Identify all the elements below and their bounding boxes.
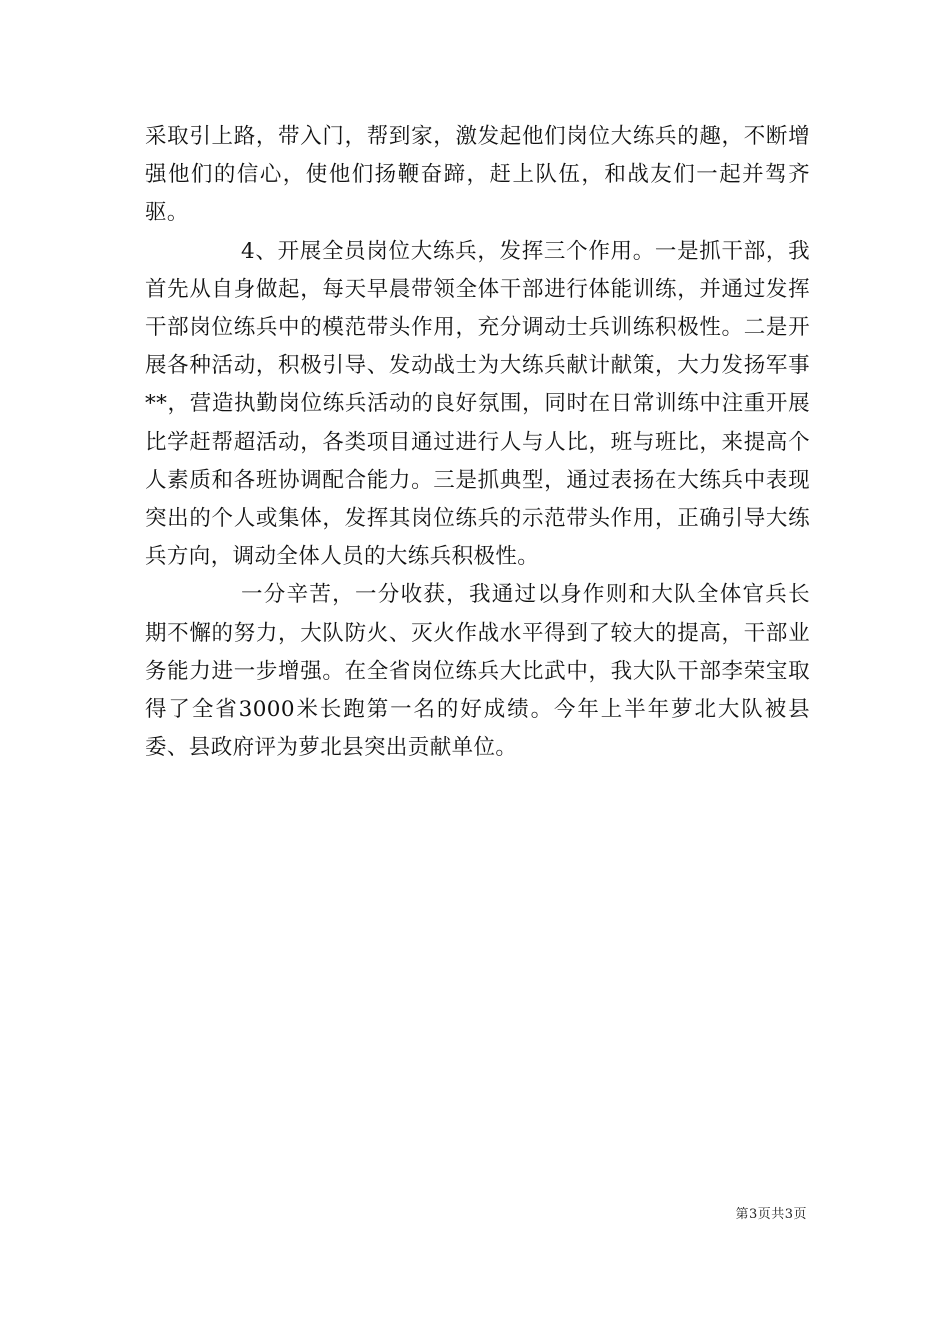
paragraph-training-measures: 4、开展全员岗位大练兵，发挥三个作用。一是抓干部，我首先从自身做起，每天早晨带领全体干部进行体能训练，并通过发挥干部岗位练兵中的模范带头作用，充分调动士兵训练积极性。二是开展各种活动，积极引导、发动战士为大练兵献计献策，大力发扬军事**，营造执勤岗位练兵活动的良好氛围，同时在日常训练中注重开展比学赶帮超活动，各类项目通过进行人与人比，班与班比，来提高个人素质和各班协调配合能力。三是抓典型，通过表扬在大练兵中表现突出的个人或集体，发挥其岗位练兵的示范带头作用，正确引导大练兵方向，调动全体人员的大练兵积极性。 (145, 238, 810, 570)
paragraph-continuation: 采取引上路，带入门，帮到家，激发起他们岗位大练兵的趣，不断增强他们的信心，使他们扬鞭奋蹄，赶上队伍，和战友们一起并驾齐驱。 (145, 124, 810, 226)
paragraph-results: 一分辛苦，一分收获，我通过以身作则和大队全体官兵长期不懈的努力，大队防火、灭火作战水平得到了较大的提高，干部业务能力进一步增强。在全省岗位练兵大比武中，我大队干部李荣宝取得了全省3000米长跑第一名的好成绩。今年上半年萝北大队被县委、县政府评为萝北县突出贡献单位。 (145, 582, 810, 761)
document-body (145, 118, 810, 767)
page-number-footer: 第3页共3页 (735, 1207, 807, 1222)
